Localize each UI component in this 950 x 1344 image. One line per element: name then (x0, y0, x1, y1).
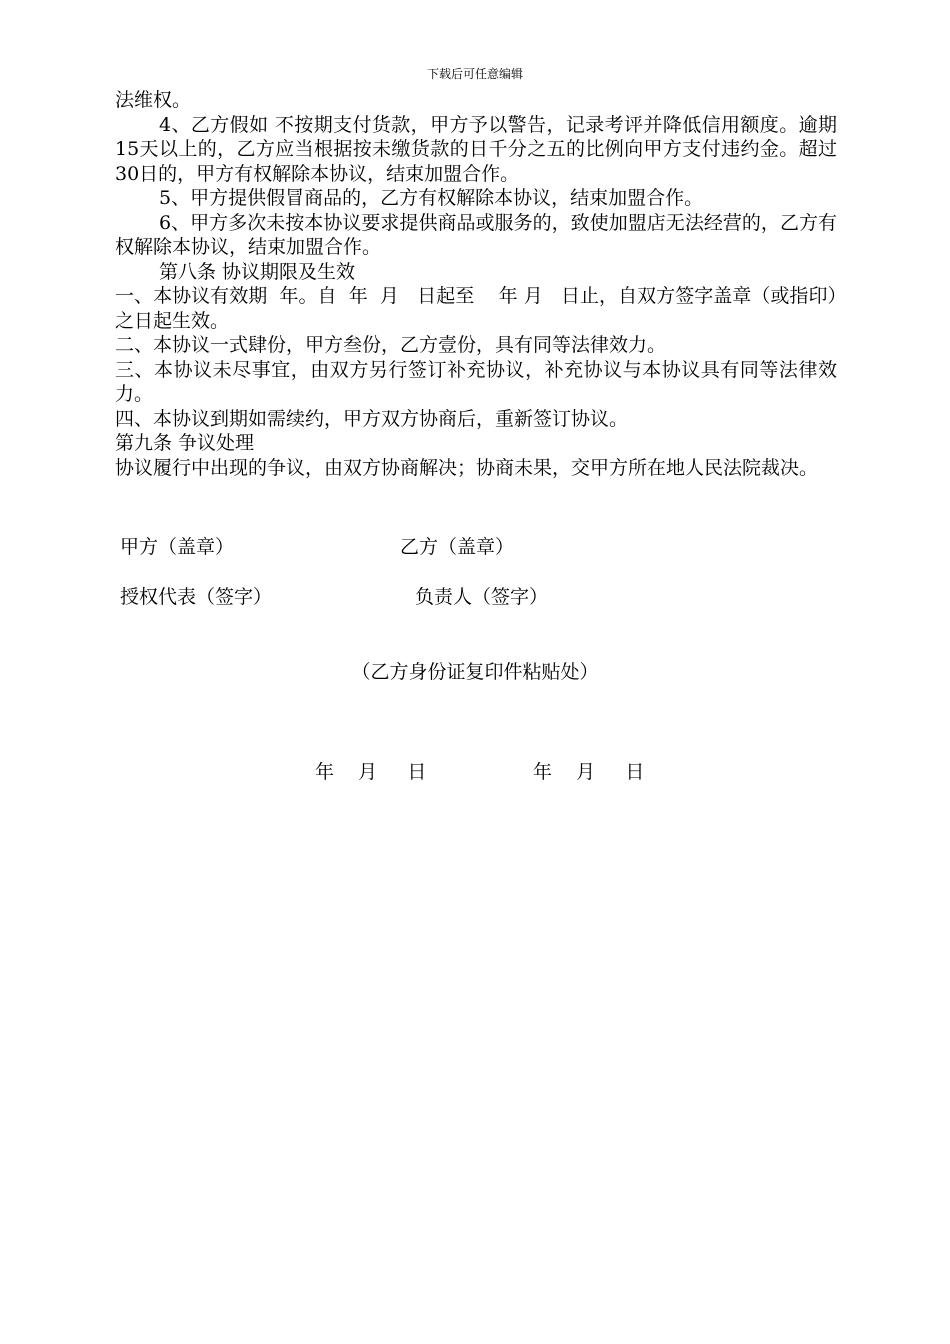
party-a-seal-label: 甲方（盖章） (120, 536, 235, 558)
article-9-body: 协议履行中出现的争议，由双方协商解决；协商未果，交甲方所在地人民法院裁决。 (115, 456, 819, 479)
article-8-heading: 第八条 协议期限及生效 (159, 260, 356, 283)
party-b-seal-label: 乙方（盖章） (400, 536, 515, 558)
article-8-item-1: 一、本协议有效期 年。自 年 月 日起至 年 月 日止，自双方签字盖章（或指印）之日起生效。 (115, 285, 837, 332)
clause-service-failure: 6、甲方多次未按本协议要求提供商品或服务的，致使加盟店无法经营的，乙方有权解除本协议，结束加盟合作。 (115, 211, 837, 258)
clause-late-payment: 4、乙方假如 不按期支付货款，甲方予以警告，记录考评并降低信用额度。逾期15天以上的，乙方应当根据按未缴货款的日千分之五的比例向甲方支付违约金。超过30日的，甲方有权解除本协议，结束加盟合作。 (115, 113, 837, 185)
article-9-heading: 第九条 争议处理 (115, 432, 255, 454)
clause-counterfeit-goods: 5、甲方提供假冒商品的，乙方有权解除本协议，结束加盟合作。 (159, 187, 704, 209)
party-b-responsible-label: 负责人（签字） (415, 586, 549, 608)
id-copy-placeholder: （乙方身份证复印件粘贴处） (351, 661, 599, 683)
document-body (115, 88, 837, 480)
article-8-item-3: 三、本协议未尽事宜，由双方另行签订补充协议，补充协议与本协议具有同等法律效力。 (115, 358, 837, 405)
party-b-date: 年 月 日 (533, 761, 645, 783)
article-8-item-4: 四、本协议到期如需续约，甲方双方协商后，重新签订协议。 (115, 407, 629, 430)
article-8-item-2: 二、本协议一式肆份，甲方叁份，乙方壹份，具有同等法律效力。 (115, 334, 667, 356)
paragraph-continuation: 法维权。 (115, 89, 192, 111)
page-header: 下载后可任意编辑 (426, 67, 523, 81)
party-a-representative-label: 授权代表（签字） (120, 586, 273, 608)
party-a-date: 年 月 日 (315, 761, 427, 783)
